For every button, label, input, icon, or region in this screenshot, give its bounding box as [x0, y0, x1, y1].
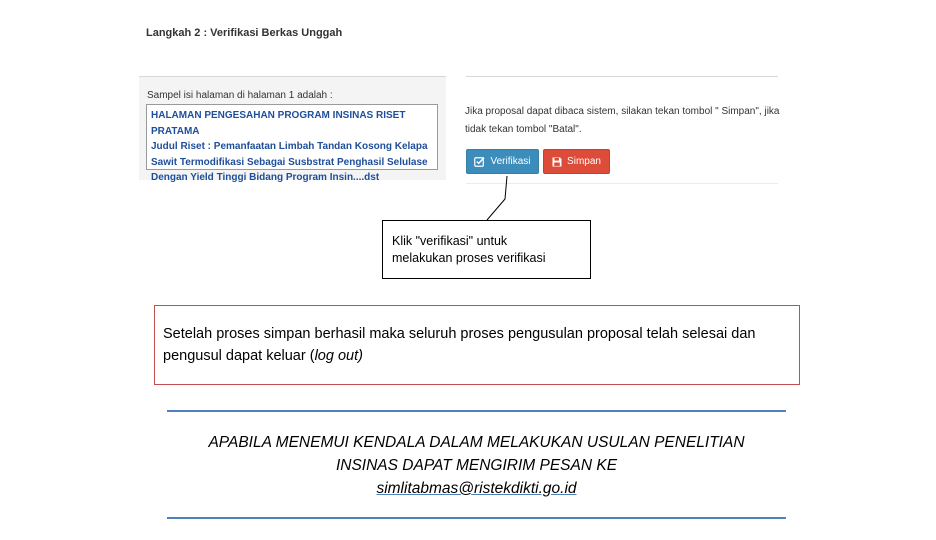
- notice-text: Setelah proses simpan berhasil maka seluruh proses pengusulan proposal telah selesai dan pengusul dapat keluar (: [163, 326, 756, 364]
- verify-button[interactable]: [466, 149, 539, 174]
- save-button-label: Simpan: [567, 156, 601, 167]
- verify-button-label: Verifikasi: [490, 156, 531, 167]
- contact-bottom-rule: [167, 517, 786, 519]
- notice-box: [154, 305, 800, 385]
- step-heading: Langkah 2 : Verifikasi Berkas Unggah: [146, 27, 343, 39]
- contact-line-1: APABILA MENEMUI KENDALA DALAM MELAKUKAN USULAN PENELITIAN: [208, 434, 745, 451]
- contact-email-link[interactable]: simlitabmas@ristekdikti.go.id: [376, 480, 577, 497]
- instruction-text: Jika proposal dapat dibaca sistem, silakan tekan tombol " Simpan", jika tidak tekan tombol "Batal".: [465, 106, 780, 135]
- sample-label: Sampel isi halaman di halaman 1 adalah :: [147, 90, 333, 101]
- contact-line-2: INSINAS DAPAT MENGIRIM PESAN KE: [335, 457, 618, 474]
- sample-content-box: [146, 104, 438, 183]
- contact-top-rule: [167, 410, 786, 412]
- callout-box: Klik "verifikasi" untuk melakukan proses verifikasi: [382, 220, 591, 279]
- contact-block: [167, 431, 786, 500]
- notice-italic-text: log out): [314, 348, 363, 364]
- sample-content-text: HALAMAN PENGESAHAN PROGRAM INSINAS RISET PRATAMA Judul Riset : Pemanfaatan Limbah Tandan Kosong Kelapa Sawit Termodifikasi Sebagai Susbstrat Penghasil Selulase Dengan Yield Tinggi Bidang Program Insin....dst: [151, 110, 428, 183]
- save-button[interactable]: [543, 149, 610, 174]
- check-square-icon: [474, 156, 485, 167]
- floppy-disk-icon: [552, 157, 562, 167]
